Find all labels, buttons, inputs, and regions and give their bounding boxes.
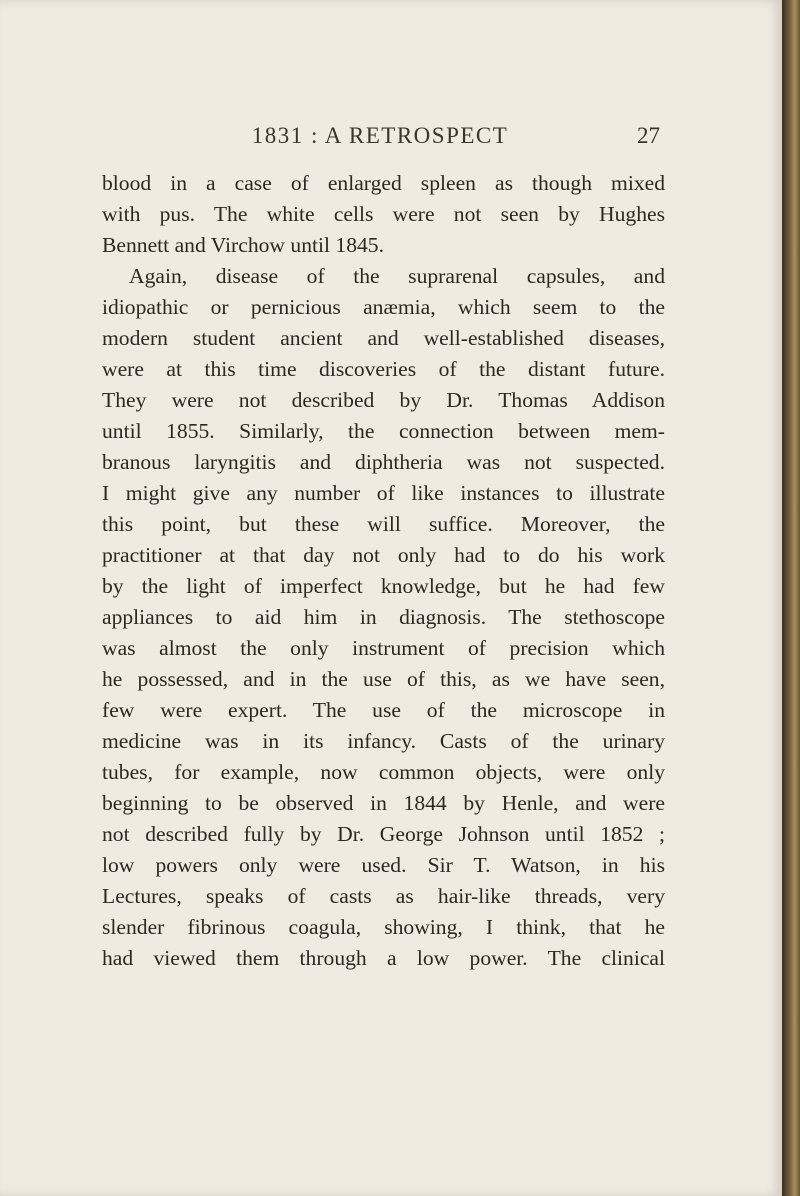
text-line: was almost the only instrument of precision which <box>102 636 665 660</box>
text-line: he possessed, and in the use of this, as we have seen, <box>102 667 665 691</box>
text-line: few were expert. The use of the microscope in <box>102 698 665 722</box>
text-line: tubes, for example, now common objects, were only <box>102 760 665 784</box>
text-line: were at this time discoveries of the distant future. <box>102 357 665 381</box>
book-spine-edge <box>782 0 800 1196</box>
text-line: medicine was in its infancy. Casts of the urinary <box>102 729 665 753</box>
text-line: idiopathic or pernicious anæmia, which seem to the <box>102 295 665 319</box>
text-line: beginning to be observed in 1844 by Henle, and were <box>102 791 665 815</box>
running-header <box>100 118 660 154</box>
text-line: had viewed them through a low power. The clinical <box>102 946 665 970</box>
page-number: 27 <box>637 123 660 148</box>
body-text <box>102 168 665 974</box>
text-line: until 1855. Similarly, the connection between mem- <box>102 419 665 443</box>
text-line: Bennett and Virchow until 1845. <box>102 233 384 257</box>
text-line: modern student ancient and well-established diseases, <box>102 326 665 350</box>
text-line: with pus. The white cells were not seen by Hughes <box>102 202 665 226</box>
text-line: not described fully by Dr. George Johnson until 1852 ; <box>102 822 665 846</box>
text-line: appliances to aid him in diagnosis. The stethoscope <box>102 605 665 629</box>
text-line: low powers only were used. Sir T. Watson, in his <box>102 853 665 877</box>
text-line: practitioner at that day not only had to do his work <box>102 543 665 567</box>
text-line: by the light of imperfect knowledge, but he had few <box>102 574 665 598</box>
text-line: slender fibrinous coagula, showing, I think, that he <box>102 915 665 939</box>
text-line: Lectures, speaks of casts as hair-like threads, very <box>102 884 665 908</box>
text-line: I might give any number of like instances to illustrate <box>102 481 665 505</box>
text-line: blood in a case of enlarged spleen as though mixed <box>102 171 665 195</box>
text-line: They were not described by Dr. Thomas Addison <box>102 388 665 412</box>
text-line: branous laryngitis and diphtheria was not suspected. <box>102 450 665 474</box>
text-line: Again, disease of the suprarenal capsules, and <box>129 264 665 288</box>
running-title: 1831 : A RETROSPECT <box>251 123 509 148</box>
text-line: this point, but these will suffice. Moreover, the <box>102 512 665 536</box>
